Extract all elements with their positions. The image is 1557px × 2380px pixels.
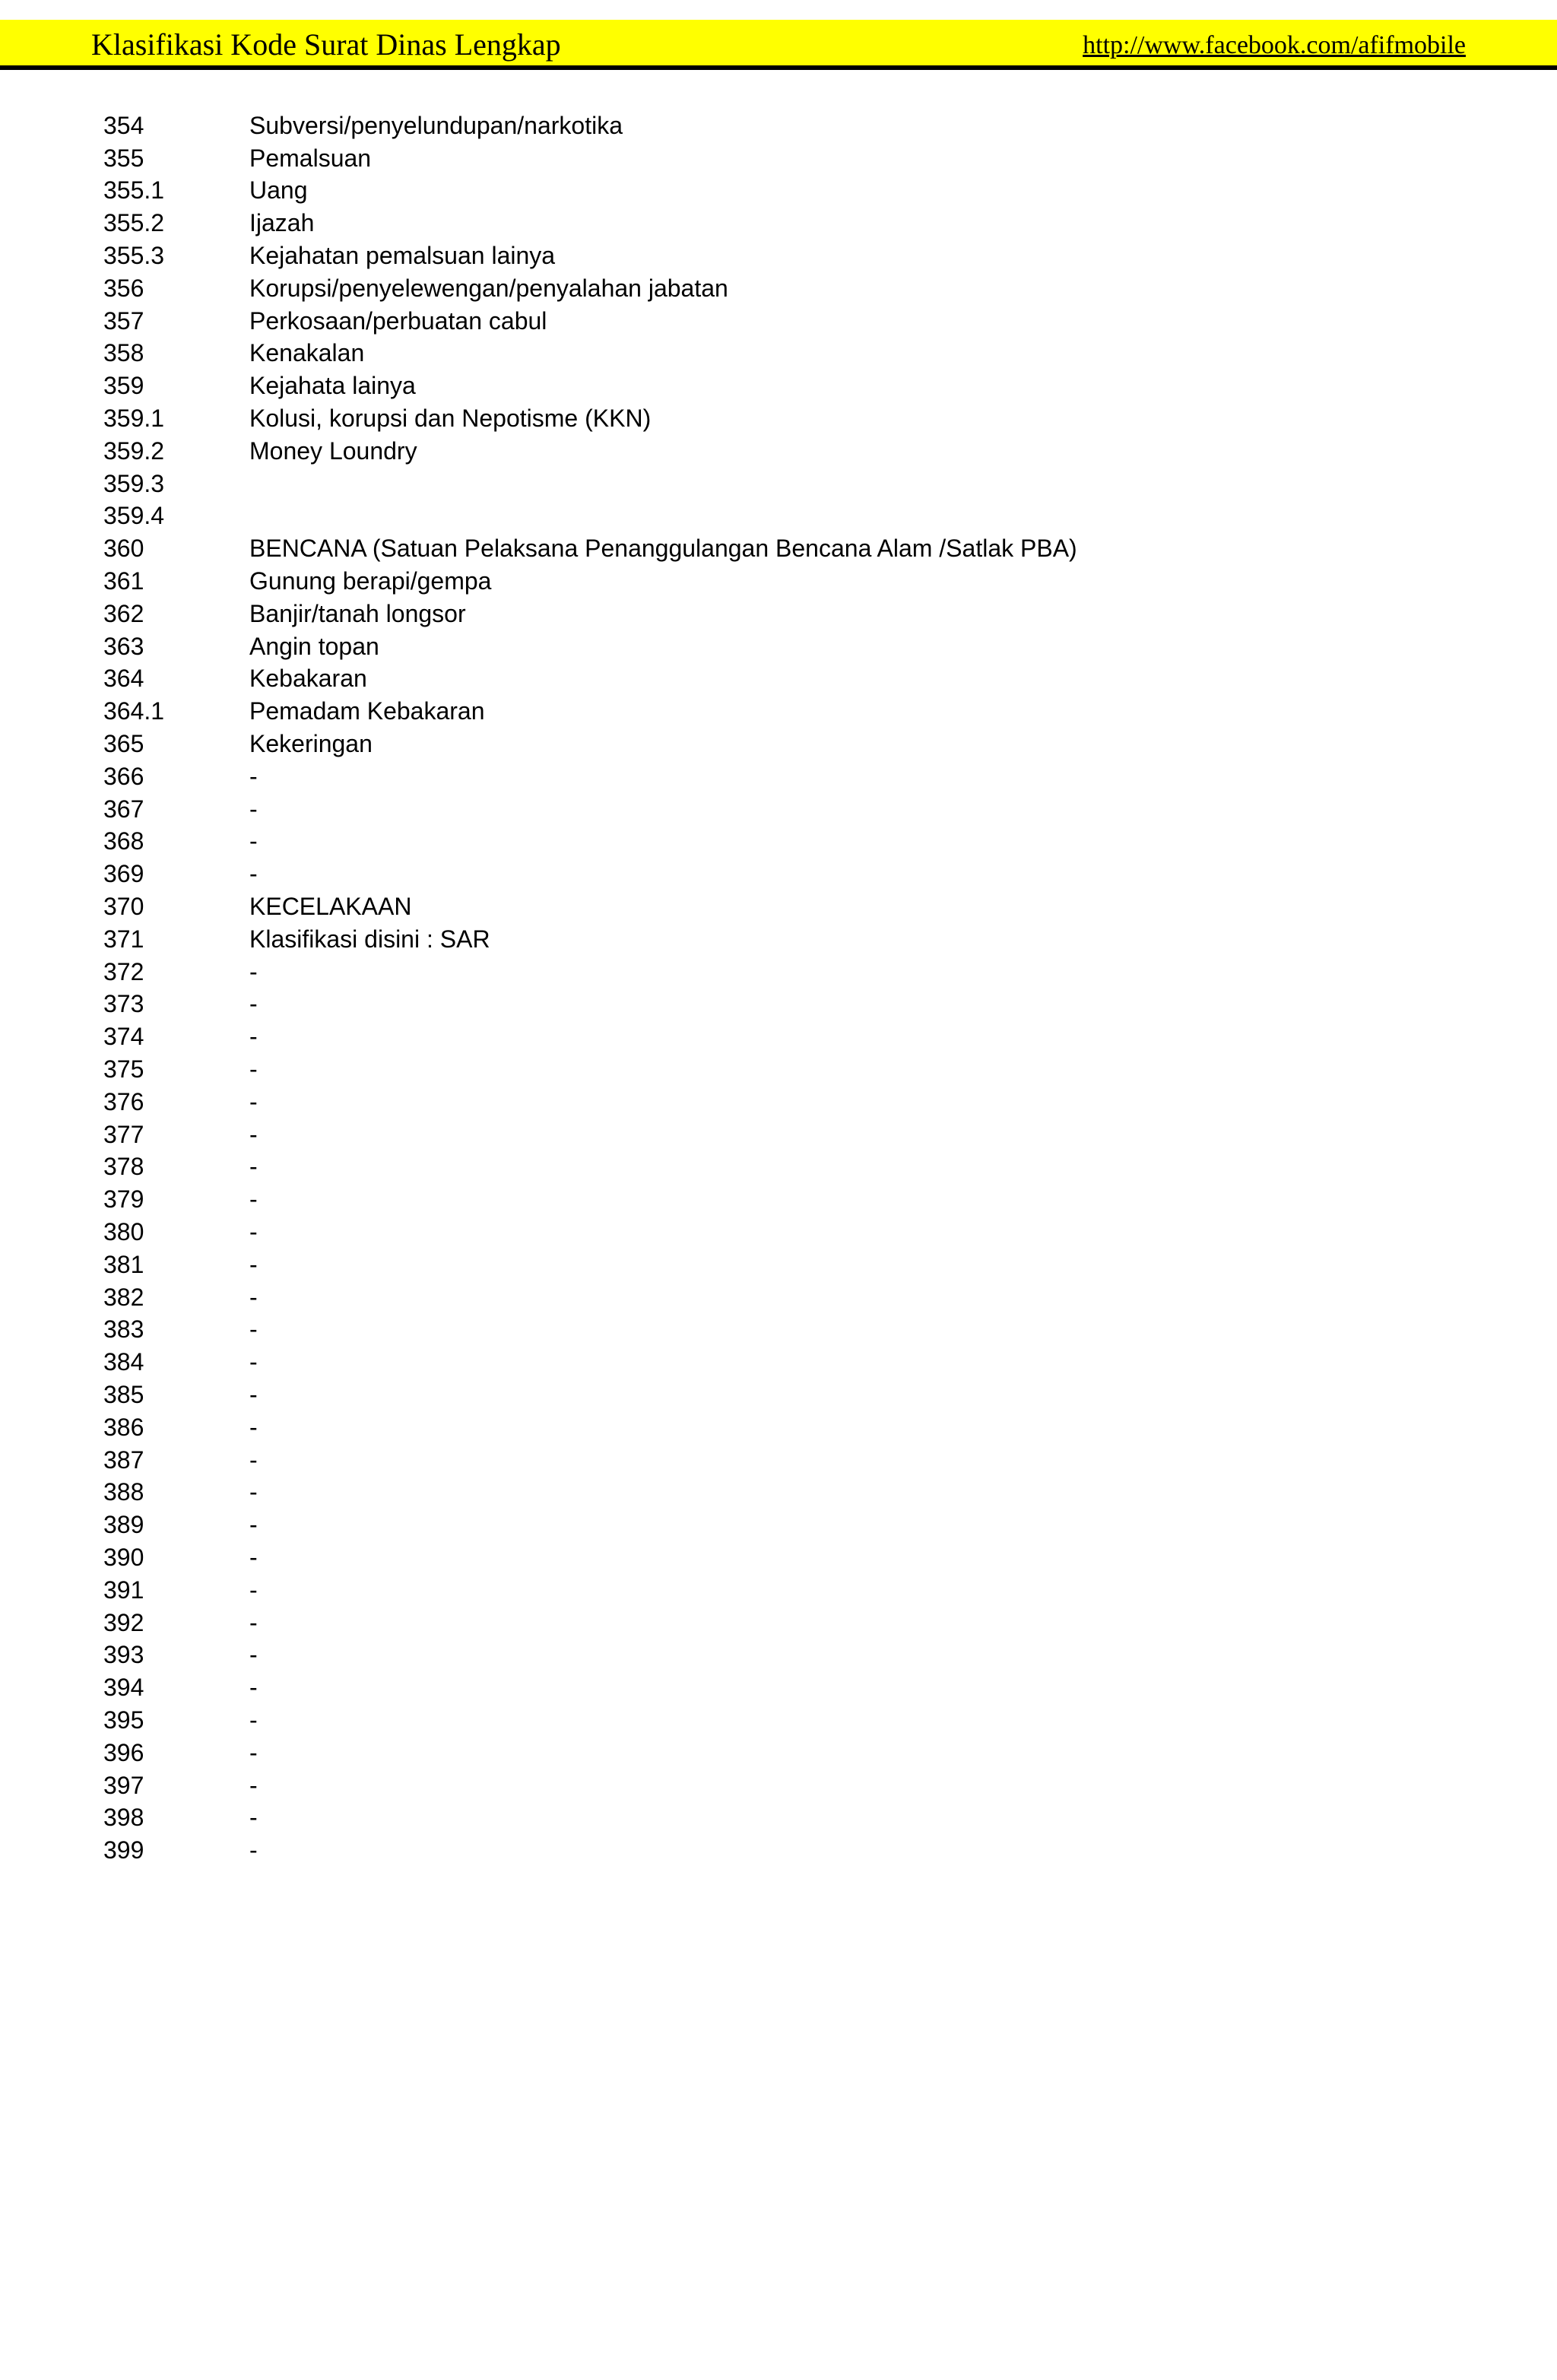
list-item	[103, 109, 1472, 142]
entry-description: -	[249, 1445, 258, 1474]
entry-description: -	[249, 795, 258, 823]
entry-code: 381	[103, 1250, 144, 1278]
entry-code: 355.1	[103, 176, 165, 205]
entry-code: 364.1	[103, 697, 165, 725]
page-header	[0, 20, 1557, 70]
list-item	[103, 793, 1472, 826]
entry-description: -	[249, 990, 258, 1018]
entry-code: 377	[103, 1120, 144, 1148]
entry-code: 397	[103, 1771, 144, 1799]
entry-description: -	[249, 1478, 258, 1506]
entry-description: Subversi/penyelundupan/narkotika	[249, 111, 623, 139]
entry-description: -	[249, 1511, 258, 1539]
entry-description: -	[249, 1087, 258, 1115]
list-item	[103, 175, 1472, 208]
entry-code: 382	[103, 1283, 144, 1311]
entry-code: 368	[103, 827, 144, 855]
list-item	[103, 890, 1472, 923]
list-item	[103, 956, 1472, 988]
entry-code: 395	[103, 1706, 144, 1734]
entry-description: -	[249, 1153, 258, 1181]
entry-code: 359	[103, 372, 144, 400]
entry-code: 358	[103, 339, 144, 367]
entry-code: 376	[103, 1087, 144, 1115]
entry-description: -	[249, 1315, 258, 1344]
entry-description: BENCANA (Satuan Pelaksana Penanggulangan Bencana Alam /Satlak PBA)	[249, 535, 1077, 563]
list-item	[103, 1346, 1472, 1379]
list-item	[103, 1639, 1472, 1671]
entry-code: 392	[103, 1608, 144, 1636]
entry-description: -	[249, 860, 258, 888]
entry-description: -	[249, 1348, 258, 1376]
list-item	[103, 1119, 1472, 1151]
entry-code: 374	[103, 1023, 144, 1051]
entry-description: Uang	[249, 176, 308, 205]
entry-code: 356	[103, 274, 144, 302]
entry-description: -	[249, 1836, 258, 1864]
facebook-link[interactable]: http://www.facebook.com/afifmobile	[1083, 31, 1466, 59]
list-item	[103, 1020, 1472, 1053]
entry-description: Kenakalan	[249, 339, 365, 367]
entry-code: 399	[103, 1836, 144, 1864]
list-item	[103, 370, 1472, 402]
entry-description: Kekeringan	[249, 730, 373, 758]
entry-description: Korupsi/penyelewengan/penyalahan jabatan	[249, 274, 728, 302]
entry-code: 367	[103, 795, 144, 823]
list-item	[103, 1801, 1472, 1834]
entry-code: 362	[103, 599, 144, 627]
list-item	[103, 1183, 1472, 1216]
entry-description: -	[249, 1023, 258, 1051]
list-item	[103, 1769, 1472, 1802]
entry-description: -	[249, 957, 258, 985]
list-item	[103, 663, 1472, 696]
entry-code: 393	[103, 1641, 144, 1669]
entry-code: 384	[103, 1348, 144, 1376]
entry-description: Kolusi, korupsi dan Nepotisme (KKN)	[249, 405, 652, 433]
list-item	[103, 1086, 1472, 1119]
entry-description: -	[249, 1283, 258, 1311]
entry-code: 355.3	[103, 242, 165, 270]
entry-code: 394	[103, 1674, 144, 1702]
entry-code: 371	[103, 925, 144, 953]
entry-code: 386	[103, 1413, 144, 1441]
entry-code: 383	[103, 1315, 144, 1344]
list-item	[103, 1249, 1472, 1281]
list-item	[103, 1313, 1472, 1346]
entry-code: 375	[103, 1055, 144, 1083]
entry-code: 387	[103, 1445, 144, 1474]
entry-description: Kejahatan pemalsuan lainya	[249, 242, 556, 270]
entry-code: 390	[103, 1543, 144, 1571]
entry-description: -	[249, 1380, 258, 1408]
entry-code: 370	[103, 893, 144, 921]
entry-description: Banjir/tanah longsor	[249, 599, 466, 627]
list-item	[103, 760, 1472, 793]
entry-description: -	[249, 1055, 258, 1083]
list-item	[103, 630, 1472, 663]
classification-list	[103, 109, 1472, 1867]
list-item	[103, 923, 1472, 956]
entry-code: 373	[103, 990, 144, 1018]
entry-description: -	[249, 1706, 258, 1734]
entry-description: Klasifikasi disini : SAR	[249, 925, 490, 953]
entry-description: -	[249, 1543, 258, 1571]
list-item	[103, 272, 1472, 305]
entry-code: 359.4	[103, 502, 165, 530]
list-item	[103, 1151, 1472, 1184]
list-item	[103, 402, 1472, 435]
entry-description: Kebakaran	[249, 665, 367, 693]
entry-code: 372	[103, 957, 144, 985]
entry-code: 369	[103, 860, 144, 888]
entry-code: 366	[103, 762, 144, 790]
list-item	[103, 728, 1472, 760]
entry-description: Money Loundry	[249, 436, 417, 465]
entry-description: -	[249, 1250, 258, 1278]
entry-code: 363	[103, 632, 144, 660]
entry-description: -	[249, 1120, 258, 1148]
entry-description: -	[249, 1674, 258, 1702]
entry-code: 380	[103, 1217, 144, 1246]
list-item	[103, 565, 1472, 598]
entry-description: -	[249, 1185, 258, 1214]
entry-code: 365	[103, 730, 144, 758]
entry-description: Angin topan	[249, 632, 379, 660]
entry-code: 388	[103, 1478, 144, 1506]
list-item	[103, 598, 1472, 630]
list-item	[103, 468, 1472, 500]
list-item	[103, 1053, 1472, 1086]
list-item	[103, 988, 1472, 1021]
entry-description: -	[249, 1217, 258, 1246]
list-item	[103, 695, 1472, 728]
list-item	[103, 1541, 1472, 1574]
entry-code: 361	[103, 567, 144, 595]
list-item	[103, 305, 1472, 338]
entry-code: 396	[103, 1738, 144, 1766]
entry-description: -	[249, 1576, 258, 1604]
list-item	[103, 1281, 1472, 1314]
entry-description: Pemalsuan	[249, 144, 372, 172]
list-item	[103, 1574, 1472, 1607]
entry-description: -	[249, 762, 258, 790]
entry-description: -	[249, 1738, 258, 1766]
entry-description: -	[249, 1413, 258, 1441]
list-item	[103, 1671, 1472, 1704]
list-item	[103, 1607, 1472, 1639]
entry-code: 364	[103, 665, 144, 693]
list-item	[103, 1704, 1472, 1737]
entry-code: 391	[103, 1576, 144, 1604]
list-item	[103, 338, 1472, 370]
entry-description: -	[249, 1608, 258, 1636]
list-item	[103, 435, 1472, 468]
list-item	[103, 1476, 1472, 1509]
list-item	[103, 532, 1472, 565]
list-item	[103, 826, 1472, 858]
entry-description: KECELAKAAN	[249, 893, 412, 921]
list-item	[103, 1737, 1472, 1769]
list-item	[103, 142, 1472, 175]
entry-code: 354	[103, 111, 144, 139]
list-item	[103, 1834, 1472, 1867]
entry-description: -	[249, 1804, 258, 1832]
entry-description: -	[249, 827, 258, 855]
entry-code: 359.2	[103, 436, 165, 465]
entry-description: Gunung berapi/gempa	[249, 567, 492, 595]
entry-code: 389	[103, 1511, 144, 1539]
list-item	[103, 240, 1472, 272]
entry-code: 379	[103, 1185, 144, 1214]
entry-code: 398	[103, 1804, 144, 1832]
entry-code: 359.1	[103, 405, 165, 433]
entry-description: Kejahata lainya	[249, 372, 416, 400]
entry-code: 357	[103, 306, 144, 335]
entry-description: Pemadam Kebakaran	[249, 697, 485, 725]
entry-code: 385	[103, 1380, 144, 1408]
list-item	[103, 1379, 1472, 1411]
entry-description: Ijazah	[249, 209, 315, 237]
document-title: Klasifikasi Kode Surat Dinas Lengkap	[91, 27, 561, 62]
list-item	[103, 1509, 1472, 1541]
entry-description: Perkosaan/perbuatan cabul	[249, 306, 547, 335]
list-item	[103, 1411, 1472, 1444]
entry-code: 359.3	[103, 469, 165, 497]
entry-code: 378	[103, 1153, 144, 1181]
list-item	[103, 1444, 1472, 1477]
entry-code: 355	[103, 144, 144, 172]
list-item	[103, 207, 1472, 240]
list-item	[103, 1216, 1472, 1249]
entry-description: -	[249, 1771, 258, 1799]
entry-code: 360	[103, 535, 144, 563]
entry-description: -	[249, 1641, 258, 1669]
list-item	[103, 858, 1472, 890]
list-item	[103, 500, 1472, 533]
entry-code: 355.2	[103, 209, 165, 237]
